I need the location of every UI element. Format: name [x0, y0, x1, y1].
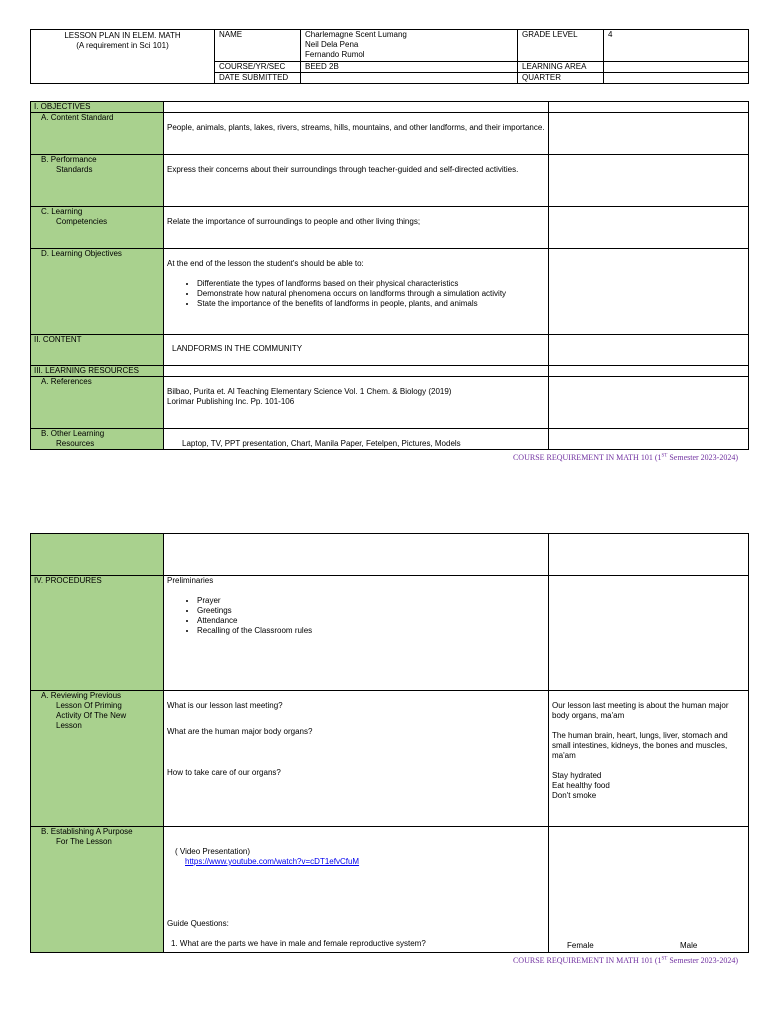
name-1: Charlemagne Scent Lumang [305, 30, 407, 39]
course-value: BEED 2B [301, 62, 518, 73]
page-2-footer: COURSE REQUIREMENT IN MATH 101 (1ST Semester 2023-2024) [512, 956, 738, 965]
student-answer-2: The human brain, heart, lungs, liver, stomach and small intestines, kidneys, the bones and muscles, ma'am [552, 731, 728, 760]
learning-objectives-cell [164, 249, 549, 335]
procedures-heading: IV. PROCEDURES [31, 576, 164, 691]
list-item: • Prayer [197, 596, 545, 606]
learning-area-value [604, 62, 749, 73]
title-line-2: (A requirement in Sci 101) [76, 41, 169, 50]
learning-area-label: LEARNING AREA [518, 62, 604, 73]
lesson-plan-title [31, 30, 215, 84]
list-item: • Differentiate the types of landforms based on their physical characteristics [197, 279, 545, 289]
video-link[interactable]: https://www.youtube.com/watch?v=cDT1efvCfuM [185, 857, 360, 866]
learning-objectives-intro: At the end of the lesson the student's should be able to: [167, 259, 364, 268]
header-table [30, 29, 749, 84]
preliminaries-cell [164, 576, 549, 691]
other-resources-text: Laptop, TV, PPT presentation, Chart, Manila Paper, Fetelpen, Pictures, Models [164, 429, 549, 450]
title-line-1: LESSON PLAN IN ELEM. MATH [64, 31, 181, 40]
purpose-cell [164, 827, 549, 953]
list-item: • Attendance [197, 616, 545, 626]
preliminaries-label: Preliminaries [167, 576, 214, 585]
teacher-question-1: What is our lesson last meeting? [167, 701, 283, 710]
list-item: • Greetings [197, 606, 545, 616]
learning-resources-heading: III. LEARNING RESOURCES [31, 366, 164, 377]
procedures-table [30, 533, 749, 953]
other-resources-label: B. Other Learning Resources [31, 429, 164, 450]
performance-standards-text: Express their concerns about their surroundings through teacher-guided and self-directed activities. [164, 155, 549, 207]
preliminaries-list [167, 596, 545, 636]
list-item: • Recalling of the Classroom rules [197, 626, 545, 636]
name-label: NAME [215, 30, 301, 62]
date-label: DATE SUBMITTED [215, 73, 301, 84]
student-answers-cell [549, 691, 749, 827]
reviewing-label: A. Reviewing Previous Lesson Of Priming Activity Of The New Lesson [31, 691, 164, 827]
page-1-footer: COURSE REQUIREMENT IN MATH 101 (1ST Semester 2023-2024) [512, 453, 738, 462]
content-text: LANDFORMS IN THE COMMUNITY [164, 335, 549, 366]
date-value [301, 73, 518, 84]
names-cell [301, 30, 518, 62]
purpose-label: B. Establishing A Purpose For The Lesson [31, 827, 164, 953]
guide-question-1: 1. What are the parts we have in male and female reproductive system? [171, 939, 426, 948]
reference-line-1: Bilbao, Purita et. Al Teaching Elementary Science Vol. 1 Chem. & Biology (2019) [167, 387, 452, 396]
content-heading: II. CONTENT [31, 335, 164, 366]
grade-level-value: 4 [604, 30, 749, 62]
student-answer-1: Our lesson last meeting is about the human major body organs, ma'am [552, 701, 729, 720]
teacher-question-2: What are the human major body organs? [167, 727, 313, 736]
quarter-value [604, 73, 749, 84]
list-item: • Demonstrate how natural phenomena occurs on landforms through a simulation activity [197, 289, 545, 299]
reference-line-2: Lorimar Publishing Inc. Pp. 101-106 [167, 397, 295, 406]
list-item: • State the importance of the benefits of landforms in people, plants, and animals [197, 299, 545, 309]
guide-questions-label: Guide Questions: [167, 919, 229, 928]
male-label: Male [680, 941, 698, 950]
grade-level-label: GRADE LEVEL [518, 30, 604, 62]
content-standard-label: A. Content Standard [31, 113, 164, 155]
performance-standards-label: B. Performance Standards [31, 155, 164, 207]
learning-objectives-label: D. Learning Objectives [31, 249, 164, 335]
competencies-text: Relate the importance of surroundings to people and other living things; [164, 207, 549, 249]
student-answer-3: Stay hydrated Eat healthy food Don't smoke [552, 771, 610, 800]
female-label: Female [567, 941, 594, 950]
objectives-table [30, 101, 749, 450]
competencies-label: C. Learning Competencies [31, 207, 164, 249]
name-2: Neil Dela Pena [305, 40, 359, 49]
course-label: COURSE/YR/SEC [215, 62, 301, 73]
female-male-cell [549, 827, 749, 953]
teacher-questions-cell [164, 691, 549, 827]
quarter-label: QUARTER [518, 73, 604, 84]
content-standard-text: People, animals, plants, lakes, rivers, streams, hills, mountains, and other landforms, and their importance. [164, 113, 549, 155]
objectives-heading: I. OBJECTIVES [31, 102, 164, 113]
learning-objectives-list [167, 279, 545, 309]
teacher-question-3: How to take care of our organs? [167, 768, 281, 777]
name-3: Fernando Rumol [305, 50, 365, 59]
references-label: A. References [31, 377, 164, 429]
video-label: ( Video Presentation) [175, 847, 251, 856]
references-cell [164, 377, 549, 429]
